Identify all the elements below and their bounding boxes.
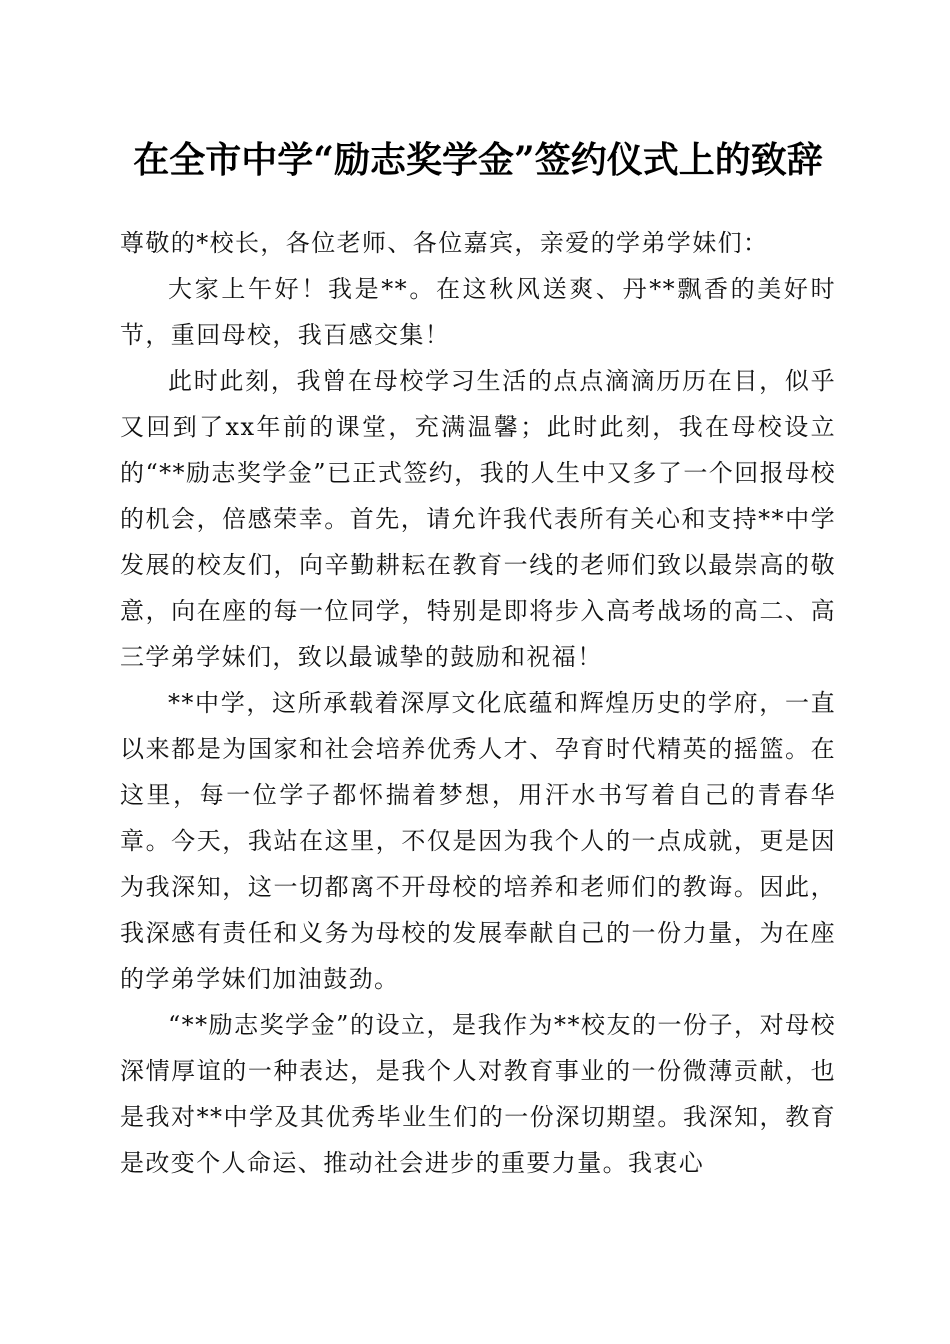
paragraph-scholarship: “**励志奖学金”的设立，是我作为**校友的一份子，对母校深情厚谊的一种表达，是我个人对教育事业的一份微薄贡献，也是我对**中学及其优秀毕业生们的一份深切期望。我深知，教育是改变个人命运、推动社会进步的重要力量。我衷心 — [120, 1011, 836, 1177]
document-title: 在全市中学“励志奖学金”签约仪式上的致辞 — [133, 139, 823, 181]
paragraph-gratitude: 此时此刻，我曾在母校学习生活的点点滴滴历历在目，似乎又回到了xx年前的课堂，充满温馨；此时此刻，我在母校设立的“**励志奖学金”已正式签约，我的人生中又多了一个回报母校的机会，倍感荣幸。首先，请允许我代表所有关心和支持**中学发展的校友们，向辛勤耕耘在教育一线的老师们致以最崇高的敬意，向在座的每一位同学，特别是即将步入高考战场的高二、高三学弟学妹们，致以最诚挚的鼓励和祝福！ — [120, 367, 836, 671]
document-page — [120, 0, 836, 1186]
paragraph-greeting: 大家上午好！我是**。在这秋风送爽、丹**飘香的美好时节，重回母校，我百感交集！ — [120, 275, 836, 349]
salutation: 尊敬的*校长，各位老师、各位嘉宾，亲爱的学弟学妹们： — [120, 229, 769, 257]
paragraph-school: **中学，这所承载着深厚文化底蕴和辉煌历史的学府，一直以来都是为国家和社会培养优秀人才、孕育时代精英的摇篮。在这里，每一位学子都怀揣着梦想，用汗水书写着自己的青春华章。今天，我站在这里，不仅是因为我个人的一点成就，更是因为我深知，这一切都离不开母校的培养和老师们的教诲。因此，我深感有责任和义务为母校的发展奉献自己的一份力量，为在座的学弟学妹们加油鼓劲。 — [120, 689, 836, 993]
document-body — [120, 220, 836, 1186]
